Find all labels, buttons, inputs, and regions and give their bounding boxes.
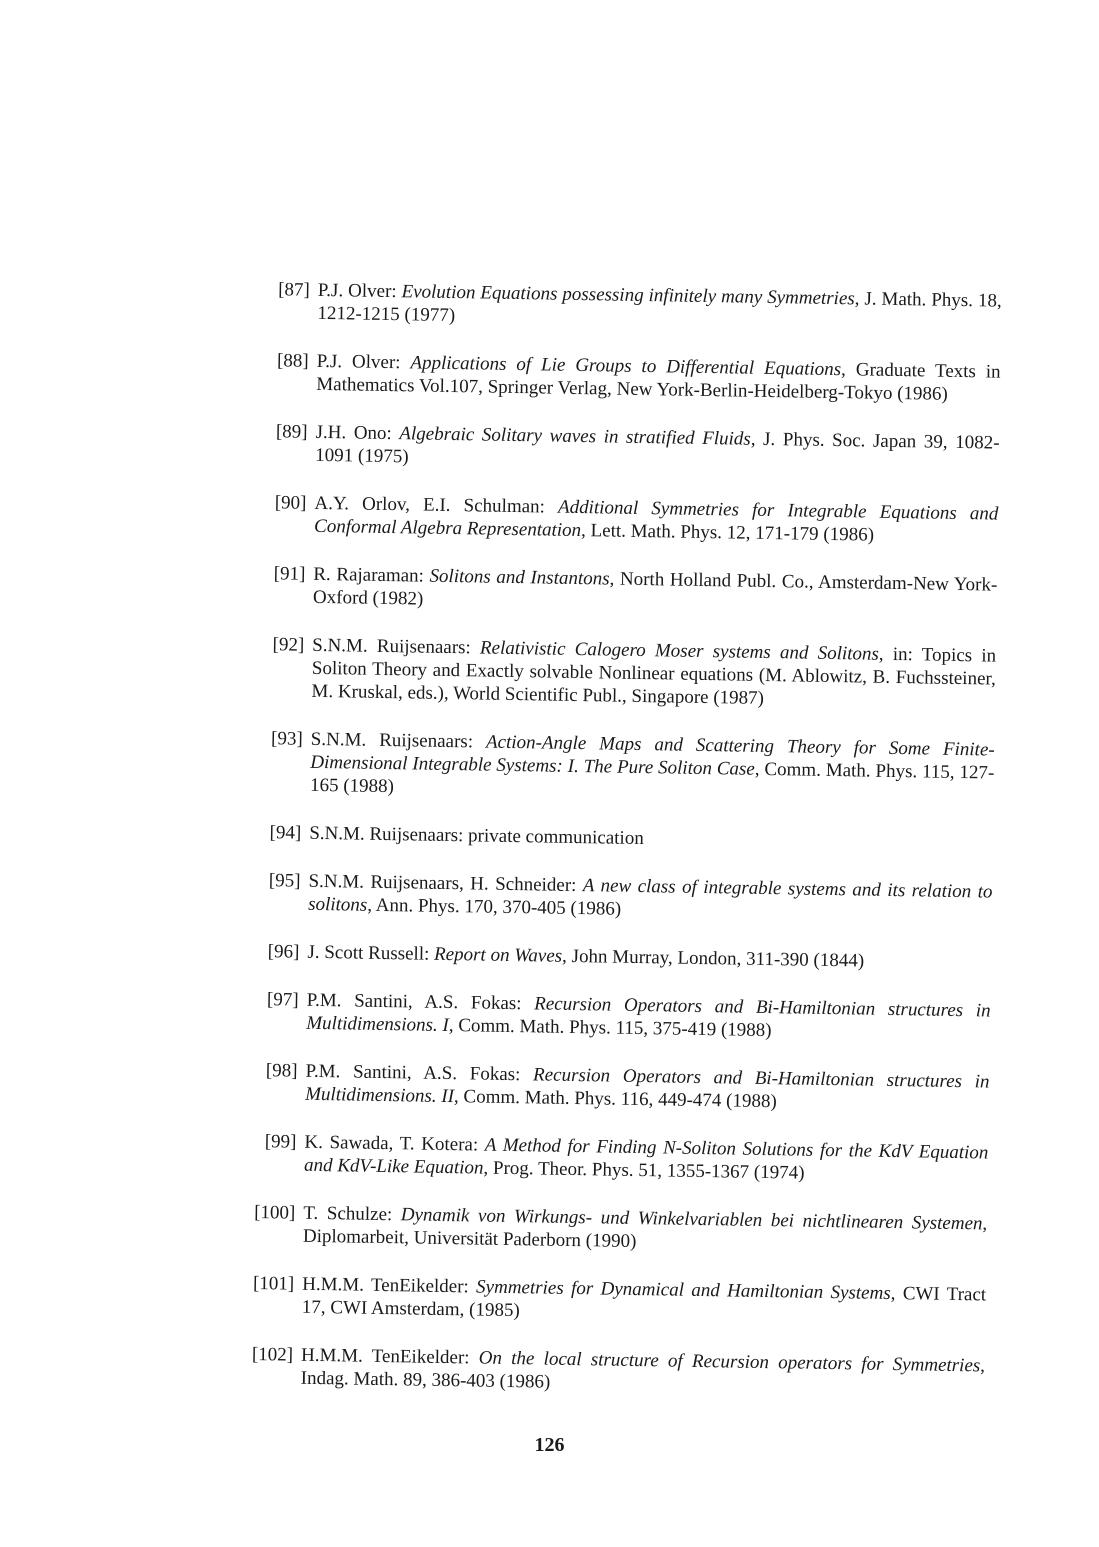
reference-text (301, 1344, 986, 1401)
reference-title: Evolution Equations possessing infinitely many Symmetries (401, 281, 855, 310)
reference-details: , J. Phys. Soc. Japan 39, 1082-1091 (1975) (315, 428, 1000, 468)
reference-details: , Graduate Texts in Mathematics Vol.107, Springer Verlag, New York-Berlin-Heidelberg-Tokyo (1986) (316, 359, 1001, 405)
reference-number: [99] (264, 1131, 297, 1153)
reference-text (305, 1060, 990, 1117)
reference-details: , Prog. Theor. Phys. 51, 1355-1367 (1974) (483, 1157, 805, 1184)
reference-authors: K. Sawada, T. Kotera: (304, 1131, 486, 1156)
reference-text (309, 822, 993, 856)
reference-number: [102] (251, 1343, 294, 1366)
reference-number: [89] (275, 421, 308, 443)
reference-details: , Diplomarbeit, Universität Paderborn (1990) (302, 1213, 988, 1252)
reference-entry (249, 1059, 990, 1117)
reference-entry (248, 1130, 989, 1188)
reference-details: , in: Topics in Soliton Theory and Exactly solvable Nonlinear equations (M. Ablowitz, B. Fuchssteiner, M. Kruskal, eds.), World Scientific Publ., Singapore (1987) (311, 643, 997, 709)
reference-authors: R. Rajaraman: (313, 563, 430, 587)
reference-entry (255, 633, 996, 714)
reference-list (244, 278, 1002, 1425)
reference-number: [101] (252, 1272, 295, 1295)
reference-title: A new class of integrable systems and its relation to solitons (308, 875, 993, 916)
reference-details: , John Murray, London, 311-390 (1844) (561, 945, 865, 972)
reference-authors: S.N.M. Ruijsenaars: (310, 728, 487, 753)
reference-details: private communication (467, 825, 644, 850)
reference-entry (258, 491, 999, 549)
reference-text (302, 1273, 987, 1330)
reference-authors: A.Y. Orlov, E.I. Schulman: (314, 492, 559, 518)
reference-text (317, 279, 1002, 336)
reference-authors: P.J. Olver: (316, 350, 411, 374)
reference-entry (247, 1201, 988, 1259)
reference-details: , J. Math. Phys. 18, 1212-1215 (1977) (317, 288, 1002, 327)
reference-details: , Lett. Math. Phys. 12, 171-179 (1986) (580, 520, 875, 546)
reference-authors: P.M. Santini, A.S. Fokas: (306, 989, 535, 1015)
reference-number: [91] (273, 563, 306, 585)
reference-title: Recursion Operators and Bi-Hamiltonian structures in Multidimensions. II (305, 1064, 990, 1108)
reference-number: [95] (268, 870, 301, 892)
reference-entry (251, 940, 991, 975)
reference-authors: T. Schulze: (303, 1202, 401, 1226)
reference-title: Solitons and Instantons (429, 565, 610, 590)
reference-title: Applications of Lie Groups to Differential Equations (410, 352, 842, 381)
reference-text (310, 728, 995, 808)
reference-details: , North Holland Publ. Co., Amsterdam-New York-Oxford (1982) (312, 568, 998, 610)
reference-number: [93] (270, 728, 303, 750)
reference-details: , Ann. Phys. 170, 370-405 (1986) (367, 894, 622, 920)
reference-title: Report on Waves (433, 943, 563, 967)
reference-entry (254, 727, 995, 808)
reference-entry (252, 869, 993, 927)
reference-entry (245, 1343, 986, 1401)
reference-authors: H.M.M. TenEikelder: (302, 1273, 477, 1298)
reference-number: [96] (267, 941, 300, 963)
reference-text (308, 870, 993, 927)
reference-text (316, 350, 1001, 407)
reference-title: Symmetries for Dynamical and Hamiltonian Systems (475, 1276, 891, 1304)
reference-entry (250, 988, 991, 1046)
reference-details: , Comm. Math. Phys. 116, 449-474 (1988) (453, 1086, 777, 1113)
reference-number: [88] (276, 350, 309, 372)
reference-entry (246, 1272, 987, 1330)
reference-text (313, 563, 998, 620)
reference-details: , CWI Tract 17, CWI Amsterdam, (1985) (301, 1283, 987, 1322)
reference-title: Recursion Operators and Bi-Hamiltonian structures in Multidimensions. I (306, 993, 991, 1037)
reference-details: , Comm. Math. Phys. 115, 127-165 (1988) (309, 758, 995, 798)
reference-text (303, 1202, 988, 1259)
reference-details: , Indag. Math. 89, 386-403 (1986) (300, 1355, 986, 1393)
reference-authors: P.J. Olver: (317, 279, 402, 303)
reference-number: [100] (253, 1201, 296, 1224)
reference-entry (257, 562, 998, 620)
reference-text (314, 492, 999, 549)
reference-entry (261, 278, 1002, 336)
reference-title: Relativistic Calogero Moser systems and Solitons (479, 637, 880, 665)
reference-title: On the local structure of Recursion operators for Symmetries (478, 1347, 981, 1377)
reference-title: Action-Angle Maps and Scattering Theory for Some Finite-Dimensional Integrable Systems: I. The Pure Soliton Case (310, 731, 995, 780)
reference-authors: J. Scott Russell: (307, 941, 435, 965)
reference-number: [90] (274, 492, 307, 514)
reference-number: [92] (272, 634, 305, 656)
reference-entry (260, 349, 1001, 407)
reference-authors: H.M.M. TenEikelder: (300, 1344, 479, 1369)
reference-text (307, 941, 991, 975)
reference-authors: S.N.M. Ruijsenaars, H. Schneider: (308, 870, 584, 897)
reference-title: Algebraic Solitary waves in stratified Fluids (399, 423, 751, 450)
reference-entry (259, 420, 1000, 478)
reference-text (304, 1131, 989, 1188)
reference-number: [94] (269, 822, 302, 844)
reference-number: [97] (266, 989, 299, 1011)
reference-title: Dynamik von Wirkungs- und Winkelvariablen bei nichtlinearen Systemen (400, 1204, 983, 1235)
reference-details: , Comm. Math. Phys. 115, 375-419 (1988) (448, 1015, 772, 1042)
reference-entry (253, 821, 993, 856)
page-number: 126 (534, 1434, 565, 1456)
reference-number: [87] (277, 279, 310, 301)
reference-number: [98] (265, 1060, 298, 1082)
reference-title: A Method for Finding N-Soliton Solutions for the KdV Equation and KdV-Like Equation (303, 1134, 989, 1179)
reference-text (306, 989, 991, 1046)
reference-authors: J.H. Ono: (315, 421, 400, 445)
reference-text (311, 634, 996, 714)
reference-authors: S.N.M. Ruijsenaars: (309, 822, 469, 847)
reference-text (315, 421, 1000, 478)
reference-authors: P.M. Santini, A.S. Fokas: (305, 1060, 534, 1086)
reference-authors: S.N.M. Ruijsenaars: (312, 634, 481, 659)
reference-title: Additional Symmetries for Integrable Equations and Conformal Algebra Representation (313, 496, 999, 542)
